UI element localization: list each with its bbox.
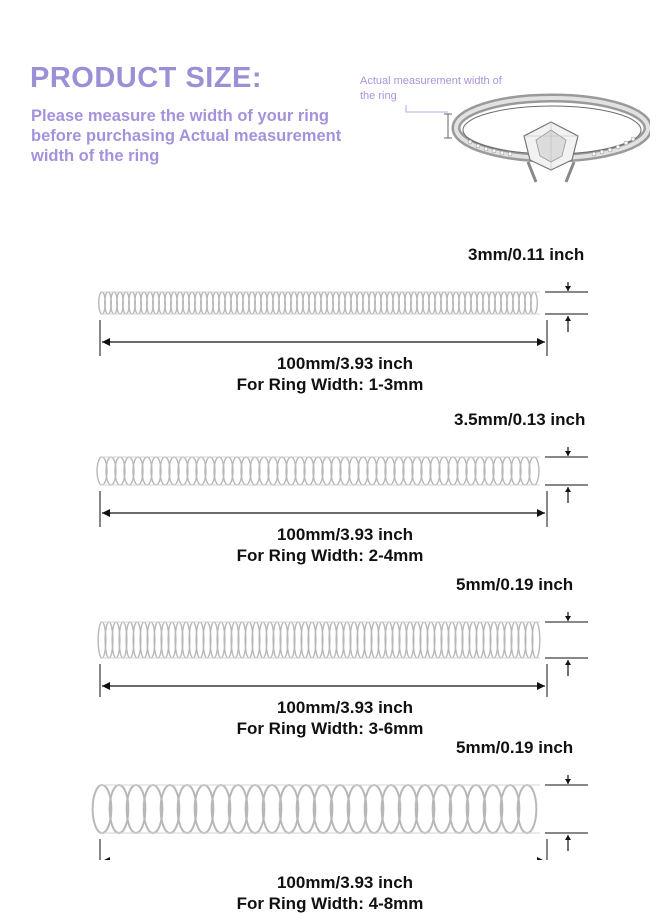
- length-label: 100mm/3.93 inch: [276, 698, 414, 717]
- sizer-diagram: [90, 267, 600, 367]
- spring-coil: [93, 785, 537, 833]
- sizer-diagram: [90, 432, 600, 532]
- length-label: 100mm/3.93 inch: [276, 873, 414, 892]
- sizer-diagram: [90, 597, 600, 697]
- sizer-diagram: [90, 760, 600, 860]
- ring-width-label: For Ring Width: 4-8mm: [236, 894, 424, 913]
- ring-width-label: For Ring Width: 3-6mm: [236, 719, 424, 738]
- ring-measurement-caption: Actual measurement width of the ring: [360, 75, 502, 102]
- spring-coil: [98, 622, 540, 658]
- page-title: PRODUCT SIZE:: [30, 62, 263, 94]
- ring-illustration: [400, 70, 650, 200]
- ring-width-label: For Ring Width: 2-4mm: [236, 546, 424, 565]
- spring-coil: [97, 457, 539, 485]
- ring-width-label: For Ring Width: 1-3mm: [236, 375, 424, 394]
- width-label: 3mm/0.11 inch: [468, 245, 585, 264]
- width-label: 5mm/0.19 inch: [456, 575, 574, 594]
- spring-coil: [99, 292, 538, 314]
- product-description: Please measure the width of your ring before purchasing Actual measurement width of the ring: [31, 107, 342, 165]
- width-label: 3.5mm/0.13 inch: [454, 410, 586, 429]
- length-label: 100mm/3.93 inch: [276, 354, 414, 373]
- width-label: 5mm/0.19 inch: [456, 738, 574, 757]
- length-label: 100mm/3.93 inch: [276, 525, 414, 544]
